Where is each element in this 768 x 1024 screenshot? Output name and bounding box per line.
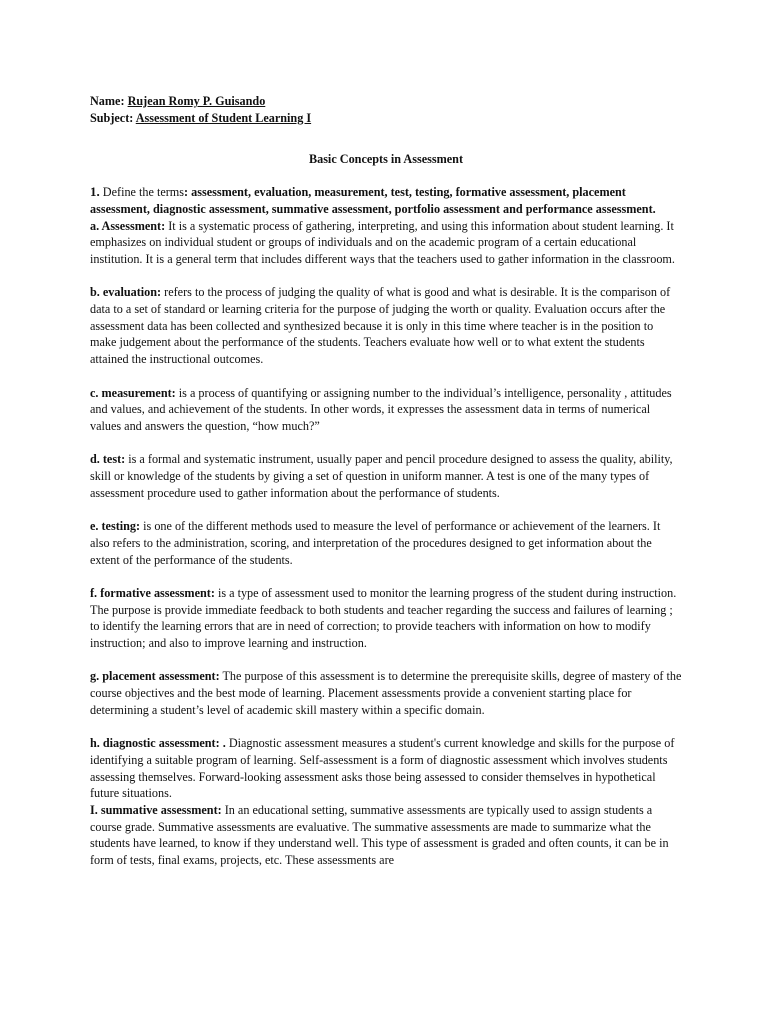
definition-text: is one of the different methods used to measure the level of performance or achievement of the learners. It also refers to the administration, scoring, and interpretation of the procedures designed to get information about the extent of the performance of the students.	[90, 519, 661, 567]
definition-assessment	[90, 218, 682, 268]
definition-term: e. testing:	[90, 519, 141, 534]
definition-test	[90, 451, 682, 501]
definition-term: h. diagnostic assessment: .	[90, 736, 226, 751]
definition-text: Diagnostic assessment measures a student's current knowledge and skills for the purpose of identifying a suitable program of learning. Self-assessment is a form of diagnostic assessment which involves students assessing themselves. Forward-looking assessment asks those being assessed to consider themselves in hypothetical future situations.	[90, 736, 675, 801]
definition-measurement	[90, 385, 682, 435]
question-1	[90, 184, 682, 217]
definition-text: It is a systematic process of gathering, interpreting, and using this information about student learning. It emphasizes on individual student or groups of individuals and on the academic program of a certain educational institution. It is a general term that includes different ways that the teachers used to gather information in the classroom.	[90, 218, 675, 266]
question-number: 1.	[90, 184, 100, 200]
name-separator: :	[120, 94, 128, 108]
definition-term: c. measurement:	[90, 385, 176, 400]
definition-text: is a formal and systematic instrument, usually paper and pencil procedure designed to assess the quality, ability, skill or knowledge of the students by giving a set of question in uniform manner. A test is one of the many types of assessment procedure used to gather information about the performance of students.	[90, 452, 673, 500]
definition-placement-assessment	[90, 668, 682, 718]
definition-term: g. placement assessment:	[90, 669, 220, 684]
definition-text: refers to the process of judging the quality of what is good and what is desirable. It is the comparison of data to a set of standard or learning criteria for the purpose of judging the worth or quality. Evaluation occurs after the assessment data has been collected and synthesized because it is only in this time where teacher is in the position to make judgement about the performance of the students. Teachers evaluate how well or to what extent the students attained the instructional outcomes.	[90, 285, 671, 367]
name-line	[90, 93, 682, 110]
definition-term: f. formative assessment:	[90, 585, 215, 600]
definition-formative-assessment	[90, 585, 682, 652]
question-prompt: Define the terms	[99, 185, 185, 200]
subject-label: Subject:	[90, 110, 134, 125]
name-value: Rujean Romy P. Guisando	[127, 94, 266, 108]
question-terms: : assessment, evaluation, measurement, test, testing, formative assessment, placement assessment, diagnostic assessment, summative assessment, portfolio assessment and performance assessment.	[90, 185, 656, 216]
definition-text: The purpose of this assessment is to determine the prerequisite skills, degree of mastery of the course objectives and the best mode of learning. Placement assessments provide a convenient starting place for determining a student’s level of academic skill mastery within a specific domain.	[90, 669, 682, 717]
definition-text: is a type of assessment used to monitor the learning progress of the student during instruction. The purpose is provide immediate feedback to both students and teacher regarding the success and failures of learning ; to identify the learning errors that are in need of correction; to provide teachers with information on how to modify instruction; and also to improve learning and instruction.	[90, 585, 677, 651]
document-page	[90, 93, 682, 869]
definition-evaluation	[90, 284, 682, 368]
name-label: Name	[90, 94, 121, 108]
subject-value: Assessment of Student Learning I	[135, 110, 312, 125]
definition-diagnostic-assessment	[90, 735, 682, 802]
definition-text: In an educational setting, summative assessments are typically used to assign students a course grade. Summative assessments are evaluative. The summative assessments are made to summarize what the students have learned, to know if they understand well. This type of assessment is graded and often counts, it can be in form of tests, final exams, projects, etc. These assessments are	[90, 803, 669, 868]
definition-term: d. test:	[90, 452, 126, 467]
definition-summative-assessment	[90, 802, 682, 869]
subject-line	[90, 110, 682, 127]
definition-term: a. Assessment:	[90, 218, 166, 233]
document-title: Basic Concepts in Assessment	[308, 152, 464, 167]
definition-term: b. evaluation:	[90, 285, 162, 300]
definition-testing	[90, 518, 682, 568]
definition-term: I. summative assessment:	[90, 803, 222, 818]
definition-text: is a process of quantifying or assigning number to the individual’s intelligence, personality , attitudes and values, and achievement of the students. In other words, it expresses the assessment data in terms of numerical values and answers the question, “how much?”	[90, 385, 672, 433]
